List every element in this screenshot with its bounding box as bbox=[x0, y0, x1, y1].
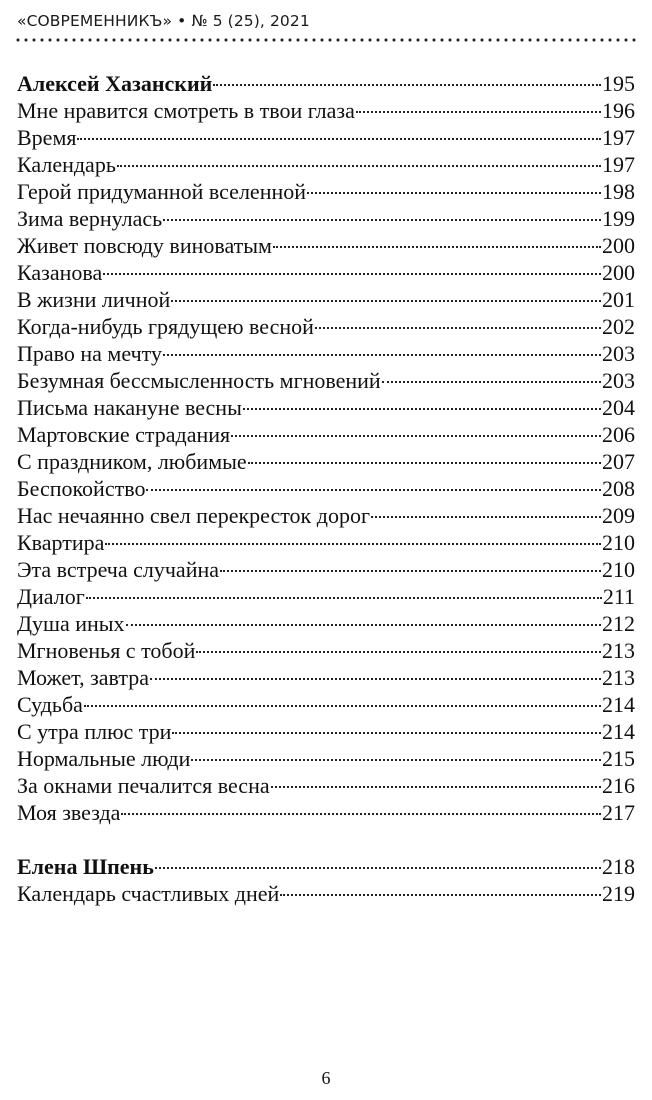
dot-leader bbox=[121, 813, 601, 815]
page-ref: 204 bbox=[602, 395, 635, 420]
entry-title: Когда-нибудь грядущею весной bbox=[17, 314, 314, 339]
toc-entry-row bbox=[17, 232, 635, 259]
dot-leader bbox=[163, 219, 601, 221]
entry-title: Время bbox=[17, 125, 77, 150]
dot-leader bbox=[243, 408, 601, 410]
dot-leader bbox=[172, 732, 601, 734]
dot-leader bbox=[248, 462, 601, 464]
dot-leader bbox=[150, 678, 601, 680]
dot-leader bbox=[371, 516, 601, 518]
running-header: «СОВРЕМЕННИКЪ» • № 5 (25), 2021 bbox=[17, 12, 310, 30]
page-ref: 210 bbox=[602, 557, 635, 582]
toc-entry-row bbox=[17, 448, 635, 475]
toc-section bbox=[17, 70, 635, 826]
toc-section bbox=[17, 853, 635, 907]
dot-leader bbox=[105, 543, 601, 545]
dot-leader bbox=[220, 570, 601, 572]
page-ref: 195 bbox=[602, 71, 635, 96]
toc-entry-row bbox=[17, 259, 635, 286]
toc-entry-row bbox=[17, 664, 635, 691]
page-ref: 217 bbox=[602, 800, 635, 825]
toc-entry-row bbox=[17, 367, 635, 394]
dot-leader bbox=[146, 489, 601, 491]
entry-title: Мне нравится смотреть в твои глаза bbox=[17, 98, 355, 123]
dot-leader bbox=[280, 894, 601, 896]
entry-title: Квартира bbox=[17, 530, 105, 555]
page-ref: 203 bbox=[602, 368, 635, 393]
toc-entry-row bbox=[17, 556, 635, 583]
page-ref: 203 bbox=[602, 341, 635, 366]
page-ref: 208 bbox=[602, 476, 635, 501]
dot-leader bbox=[103, 273, 601, 275]
entry-title: Диалог bbox=[17, 584, 85, 609]
dot-leader bbox=[307, 192, 601, 194]
entry-title: Безумная бессмысленность мгновений bbox=[17, 368, 381, 393]
entry-title: Нас нечаянно свел перекресток дорог bbox=[17, 503, 370, 528]
toc-entry-row bbox=[17, 97, 635, 124]
page-ref: 198 bbox=[602, 179, 635, 204]
entry-title: Эта встреча случайна bbox=[17, 557, 220, 582]
entry-title: Казанова bbox=[17, 260, 103, 285]
page-ref: 207 bbox=[602, 449, 635, 474]
toc-entry-row bbox=[17, 745, 635, 772]
toc-entry-row bbox=[17, 340, 635, 367]
entry-title: Герой придуманной вселенной bbox=[17, 179, 307, 204]
toc-author-row bbox=[17, 70, 635, 97]
toc-entry-row bbox=[17, 286, 635, 313]
dot-leader bbox=[213, 84, 601, 86]
toc-entry-row bbox=[17, 583, 635, 610]
toc-entry-row bbox=[17, 718, 635, 745]
page-ref: 210 bbox=[602, 530, 635, 555]
toc-entry-row bbox=[17, 313, 635, 340]
author-name: Алексей Хазанский bbox=[17, 71, 213, 96]
page-number: 6 bbox=[321, 1068, 331, 1088]
entry-title: Письма накануне весны bbox=[17, 395, 242, 420]
page-ref: 206 bbox=[602, 422, 635, 447]
entry-title: Мартовские страдания bbox=[17, 422, 231, 447]
dot-leader bbox=[171, 300, 601, 302]
author-name: Елена Шпень bbox=[17, 854, 154, 879]
page-ref: 200 bbox=[602, 233, 635, 258]
toc-entry-row bbox=[17, 610, 635, 637]
page-ref: 201 bbox=[602, 287, 635, 312]
toc-entry-row bbox=[17, 178, 635, 205]
entry-title: С утра плюс три bbox=[17, 719, 172, 744]
toc-entry-row bbox=[17, 421, 635, 448]
toc-entry-row bbox=[17, 529, 635, 556]
entry-title: Судьба bbox=[17, 692, 83, 717]
dot-leader bbox=[84, 705, 601, 707]
entry-title: Душа иных bbox=[17, 611, 125, 636]
page-ref: 209 bbox=[602, 503, 635, 528]
entry-title: Мгновенья с тобой bbox=[17, 638, 196, 663]
page-ref: 197 bbox=[602, 152, 635, 177]
toc-entry-row bbox=[17, 691, 635, 718]
dot-leader bbox=[271, 786, 601, 788]
page-ref: 196 bbox=[602, 98, 635, 123]
page-ref: 214 bbox=[602, 692, 635, 717]
dot-leader bbox=[126, 624, 601, 626]
toc-entry-row bbox=[17, 475, 635, 502]
page-ref: 197 bbox=[602, 125, 635, 150]
dot-leader bbox=[117, 165, 601, 167]
dot-leader bbox=[356, 111, 601, 113]
toc-author-row bbox=[17, 853, 635, 880]
page-ref: 214 bbox=[602, 719, 635, 744]
dot-leader bbox=[86, 597, 602, 599]
toc-entry-row bbox=[17, 151, 635, 178]
toc-entry-row bbox=[17, 880, 635, 907]
dot-leader bbox=[191, 759, 601, 761]
header-dotted-rule bbox=[14, 38, 640, 42]
dot-leader bbox=[163, 354, 601, 356]
page-ref: 219 bbox=[602, 881, 635, 906]
page-ref: 216 bbox=[602, 773, 635, 798]
page-ref: 200 bbox=[602, 260, 635, 285]
toc-entry-row bbox=[17, 637, 635, 664]
entry-title: Моя звезда bbox=[17, 800, 121, 825]
page-ref: 213 bbox=[602, 665, 635, 690]
entry-title: За окнами печалится весна bbox=[17, 773, 270, 798]
dot-leader bbox=[196, 651, 601, 653]
dot-leader bbox=[382, 381, 601, 383]
dot-leader bbox=[155, 867, 601, 869]
entry-title: В жизни личной bbox=[17, 287, 171, 312]
page-ref: 202 bbox=[602, 314, 635, 339]
entry-title: Беспокойство bbox=[17, 476, 146, 501]
entry-title: С праздником, любимые bbox=[17, 449, 247, 474]
table-of-contents bbox=[17, 70, 635, 934]
dot-leader bbox=[273, 246, 601, 248]
toc-entry-row bbox=[17, 799, 635, 826]
toc-entry-row bbox=[17, 205, 635, 232]
page-ref: 212 bbox=[602, 611, 635, 636]
toc-entry-row bbox=[17, 124, 635, 151]
page-ref: 199 bbox=[602, 206, 635, 231]
entry-title: Календарь счастливых дней bbox=[17, 881, 280, 906]
entry-title: Может, завтра bbox=[17, 665, 150, 690]
entry-title: Нормальные люди bbox=[17, 746, 191, 771]
dot-leader bbox=[77, 138, 601, 140]
page-ref: 218 bbox=[602, 854, 635, 879]
page-ref: 215 bbox=[602, 746, 635, 771]
dot-leader bbox=[315, 327, 601, 329]
entry-title: Живет повсюду виноватым bbox=[17, 233, 272, 258]
entry-title: Календарь bbox=[17, 152, 116, 177]
page-ref: 213 bbox=[602, 638, 635, 663]
entry-title: Зима вернулась bbox=[17, 206, 163, 231]
page-ref: 211 bbox=[602, 584, 635, 609]
entry-title: Право на мечту bbox=[17, 341, 162, 366]
toc-entry-row bbox=[17, 772, 635, 799]
toc-entry-row bbox=[17, 394, 635, 421]
toc-entry-row bbox=[17, 502, 635, 529]
dot-leader bbox=[231, 435, 601, 437]
